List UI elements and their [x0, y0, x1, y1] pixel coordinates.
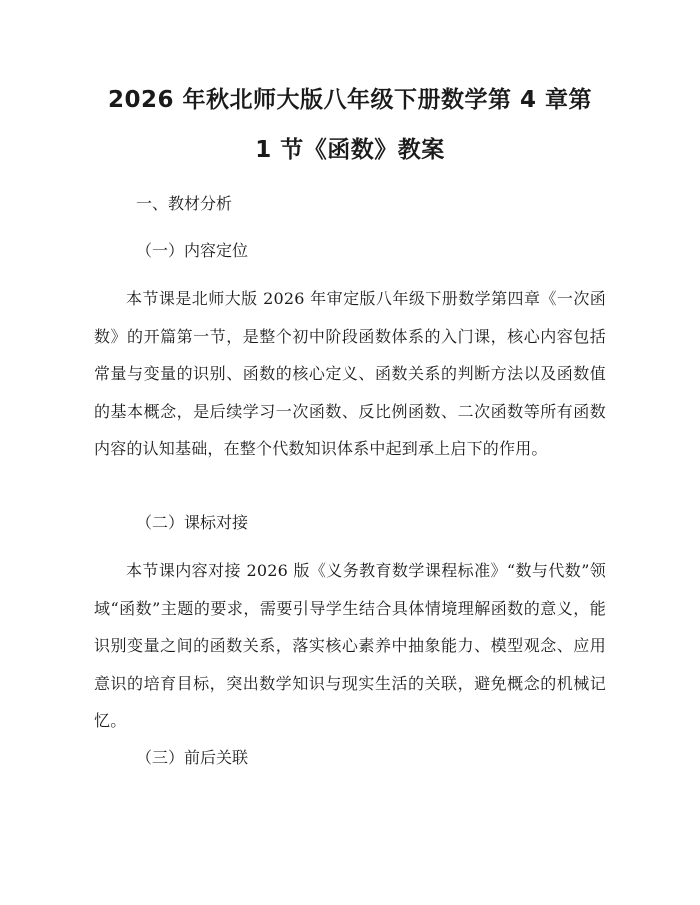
document-title-line-2: 1 节《函数》教案 — [255, 137, 445, 163]
document-title-line-1: 2026 年秋北师大版八年级下册数学第 4 章第 — [107, 87, 593, 113]
subsection-heading-connections: （三）前后关联 — [136, 748, 249, 767]
paragraph-curriculum-standards: 本节课内容对接 2026 版《义务教育数学课程标准》“数与代数”领域“函数”主题的要求，需要引导学生结合具体情境理解函数的意义，能识别变量之间的函数关系，落实核心素养中抽象能力、模型观念、应用意识的培育目标，突出数学知识与现实生活的关联，避免概念的机械记忆。 — [94, 561, 606, 731]
section-heading-textbook-analysis: 一、教材分析 — [136, 194, 233, 213]
subsection-heading-content-positioning: （一）内容定位 — [136, 241, 249, 260]
subsection-heading-curriculum-standards: （二）课标对接 — [136, 513, 249, 532]
paragraph-content-positioning: 本节课是北师大版 2026 年审定版八年级下册数学第四章《一次函数》的开篇第一节，是整个初中阶段函数体系的入门课，核心内容包括常量与变量的识别、函数的核心定义、函数关系的判断方法以及函数值的基本概念，是后续学习一次函数、反比例函数、二次函数等所有函数内容的认知基础，在整个代数知识体系中起到承上启下的作用。 — [94, 289, 606, 459]
